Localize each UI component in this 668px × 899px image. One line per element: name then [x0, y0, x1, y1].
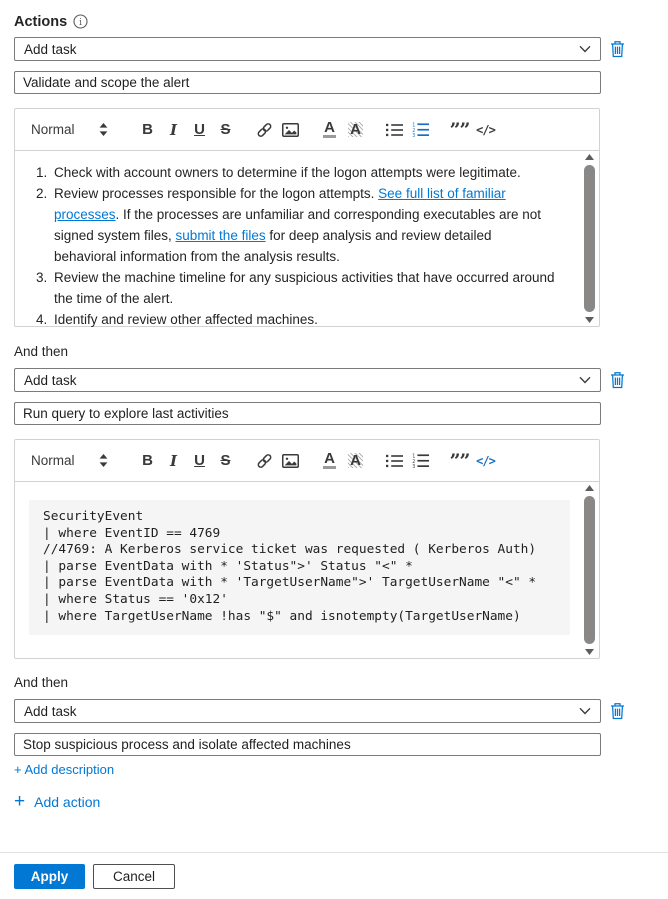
footer-divider: [0, 852, 668, 853]
add-action-label: Add action: [34, 793, 101, 810]
info-icon[interactable]: [73, 14, 88, 29]
code-line: //4769: A Kerberos service ticket was requested ( Kerberos Auth): [43, 542, 537, 558]
text-color-button[interactable]: A: [317, 447, 343, 475]
underline-button[interactable]: U: [187, 116, 213, 144]
scrollbar-thumb[interactable]: [584, 496, 595, 644]
task-title-input[interactable]: [14, 71, 601, 94]
cancel-button[interactable]: Cancel: [93, 864, 175, 889]
image-button[interactable]: [278, 447, 304, 475]
ordered-list-button[interactable]: [408, 447, 434, 475]
underline-button[interactable]: U: [187, 447, 213, 475]
italic-button[interactable]: I: [161, 116, 187, 144]
scroll-down-button[interactable]: [585, 316, 594, 324]
scroll-down-button[interactable]: [585, 648, 594, 656]
link-icon: [255, 122, 274, 138]
svg-text:1: 1: [412, 454, 416, 460]
italic-button[interactable]: I: [161, 447, 187, 475]
rich-text-editor: [14, 108, 600, 327]
image-icon: [282, 123, 299, 137]
bullet-list-button[interactable]: [382, 116, 408, 144]
list-item: [51, 162, 555, 183]
scroll-up-button[interactable]: [585, 153, 594, 161]
bold-button[interactable]: B: [135, 116, 161, 144]
text-segment: . If the processes are unfamiliar and corresponding executables are not signed system files,: [54, 207, 542, 243]
svg-text:i: i: [79, 18, 83, 28]
link-icon: [255, 453, 274, 469]
text-segment: Check with account owners to determine if the logon attempts were legitimate.: [54, 165, 521, 180]
delete-task-button[interactable]: [610, 40, 625, 58]
text-segment: Review the machine timeline for any suspicious activities that have occurred around the time of the alert.: [54, 270, 555, 306]
kql-code-block: [29, 500, 570, 635]
svg-text:2: 2: [412, 459, 416, 465]
image-button[interactable]: [278, 116, 304, 144]
task-type-value: Add task: [24, 703, 77, 719]
inline-link[interactable]: submit the files: [175, 228, 266, 243]
quote-button[interactable]: ””: [447, 447, 473, 475]
code-button[interactable]: </>: [473, 447, 499, 475]
paragraph-style-value: Normal: [31, 453, 75, 468]
paragraph-style-dropdown[interactable]: [31, 453, 108, 468]
task-type-dropdown[interactable]: [14, 37, 601, 61]
chevron-down-icon: [579, 45, 591, 53]
and-then-label: And then: [14, 344, 69, 359]
list-item: [51, 267, 555, 309]
inline-link[interactable]: See full list of familiar processes: [54, 186, 506, 222]
bullet-list-icon: [386, 454, 403, 468]
plus-icon: +: [14, 790, 26, 812]
text-segment: for deep analysis and review detailed behavioral information from the analysis results.: [54, 228, 492, 264]
editor-content[interactable]: [15, 482, 599, 658]
code-line: | parse EventData with * 'TargetUserName">' TargetUserName "<" *: [43, 575, 537, 591]
chevron-down-icon: [579, 376, 591, 384]
code-line: | where Status == '0x12': [43, 591, 228, 607]
scrollbar[interactable]: [581, 484, 597, 656]
add-action-link[interactable]: [14, 790, 101, 812]
quote-button[interactable]: ””: [447, 116, 473, 144]
highlight-button[interactable]: A: [343, 116, 369, 144]
task-type-dropdown[interactable]: [14, 699, 601, 723]
svg-text:3: 3: [412, 134, 416, 137]
editor-toolbar: [15, 109, 599, 151]
task-type-value: Add task: [24, 41, 77, 57]
list-item: [51, 309, 555, 330]
paragraph-style-value: Normal: [31, 122, 75, 137]
bold-button[interactable]: B: [135, 447, 161, 475]
strikethrough-button[interactable]: S: [213, 116, 239, 144]
apply-button[interactable]: Apply: [14, 864, 85, 889]
bullet-list-icon: [386, 123, 403, 137]
task-description-list: [15, 151, 599, 330]
scroll-up-button[interactable]: [585, 484, 594, 492]
updown-arrows-icon: [99, 123, 108, 136]
task-title-input[interactable]: [14, 733, 601, 756]
code-line: | where TargetUserName !has "$" and isnotempty(TargetUserName): [43, 608, 521, 624]
task-section: [14, 37, 668, 327]
image-icon: [282, 454, 299, 468]
actions-title: Actions: [14, 13, 68, 30]
ordered-list-icon: [412, 122, 429, 137]
scrollbar[interactable]: [581, 153, 597, 324]
code-line: | where EventID == 4769: [43, 525, 221, 541]
task-section: [14, 675, 668, 779]
ordered-list-button[interactable]: [408, 116, 434, 144]
strikethrough-button[interactable]: S: [213, 447, 239, 475]
task-section: [14, 344, 668, 659]
updown-arrows-icon: [99, 454, 108, 467]
scrollbar-thumb[interactable]: [584, 165, 595, 312]
svg-text:1: 1: [412, 123, 416, 129]
task-type-value: Add task: [24, 372, 77, 388]
add-description-link[interactable]: + Add description: [14, 761, 115, 777]
text-color-button[interactable]: A: [317, 116, 343, 144]
task-title-input[interactable]: [14, 402, 601, 425]
link-button[interactable]: [252, 447, 278, 475]
editor-toolbar: [15, 440, 599, 482]
task-type-dropdown[interactable]: [14, 368, 601, 392]
code-line: SecurityEvent: [43, 509, 144, 524]
highlight-button[interactable]: A: [343, 447, 369, 475]
list-item: [51, 183, 555, 267]
ordered-list-icon: [412, 453, 429, 468]
chevron-down-icon: [579, 707, 591, 715]
code-button[interactable]: </>: [473, 116, 499, 144]
link-button[interactable]: [252, 116, 278, 144]
svg-text:2: 2: [412, 128, 416, 134]
editor-content[interactable]: [15, 151, 599, 326]
and-then-label: And then: [14, 675, 69, 690]
bullet-list-button[interactable]: [382, 447, 408, 475]
svg-text:3: 3: [412, 465, 416, 468]
delete-task-button[interactable]: [610, 371, 625, 389]
code-line: | parse EventData with * 'Status">' Status "<" *: [43, 558, 413, 574]
text-segment: Identify and review other affected machines.: [54, 312, 318, 327]
text-segment: Review processes responsible for the logon attempts.: [54, 186, 379, 201]
delete-task-button[interactable]: [610, 702, 625, 720]
paragraph-style-dropdown[interactable]: [31, 122, 108, 137]
rich-text-editor: [14, 439, 600, 659]
